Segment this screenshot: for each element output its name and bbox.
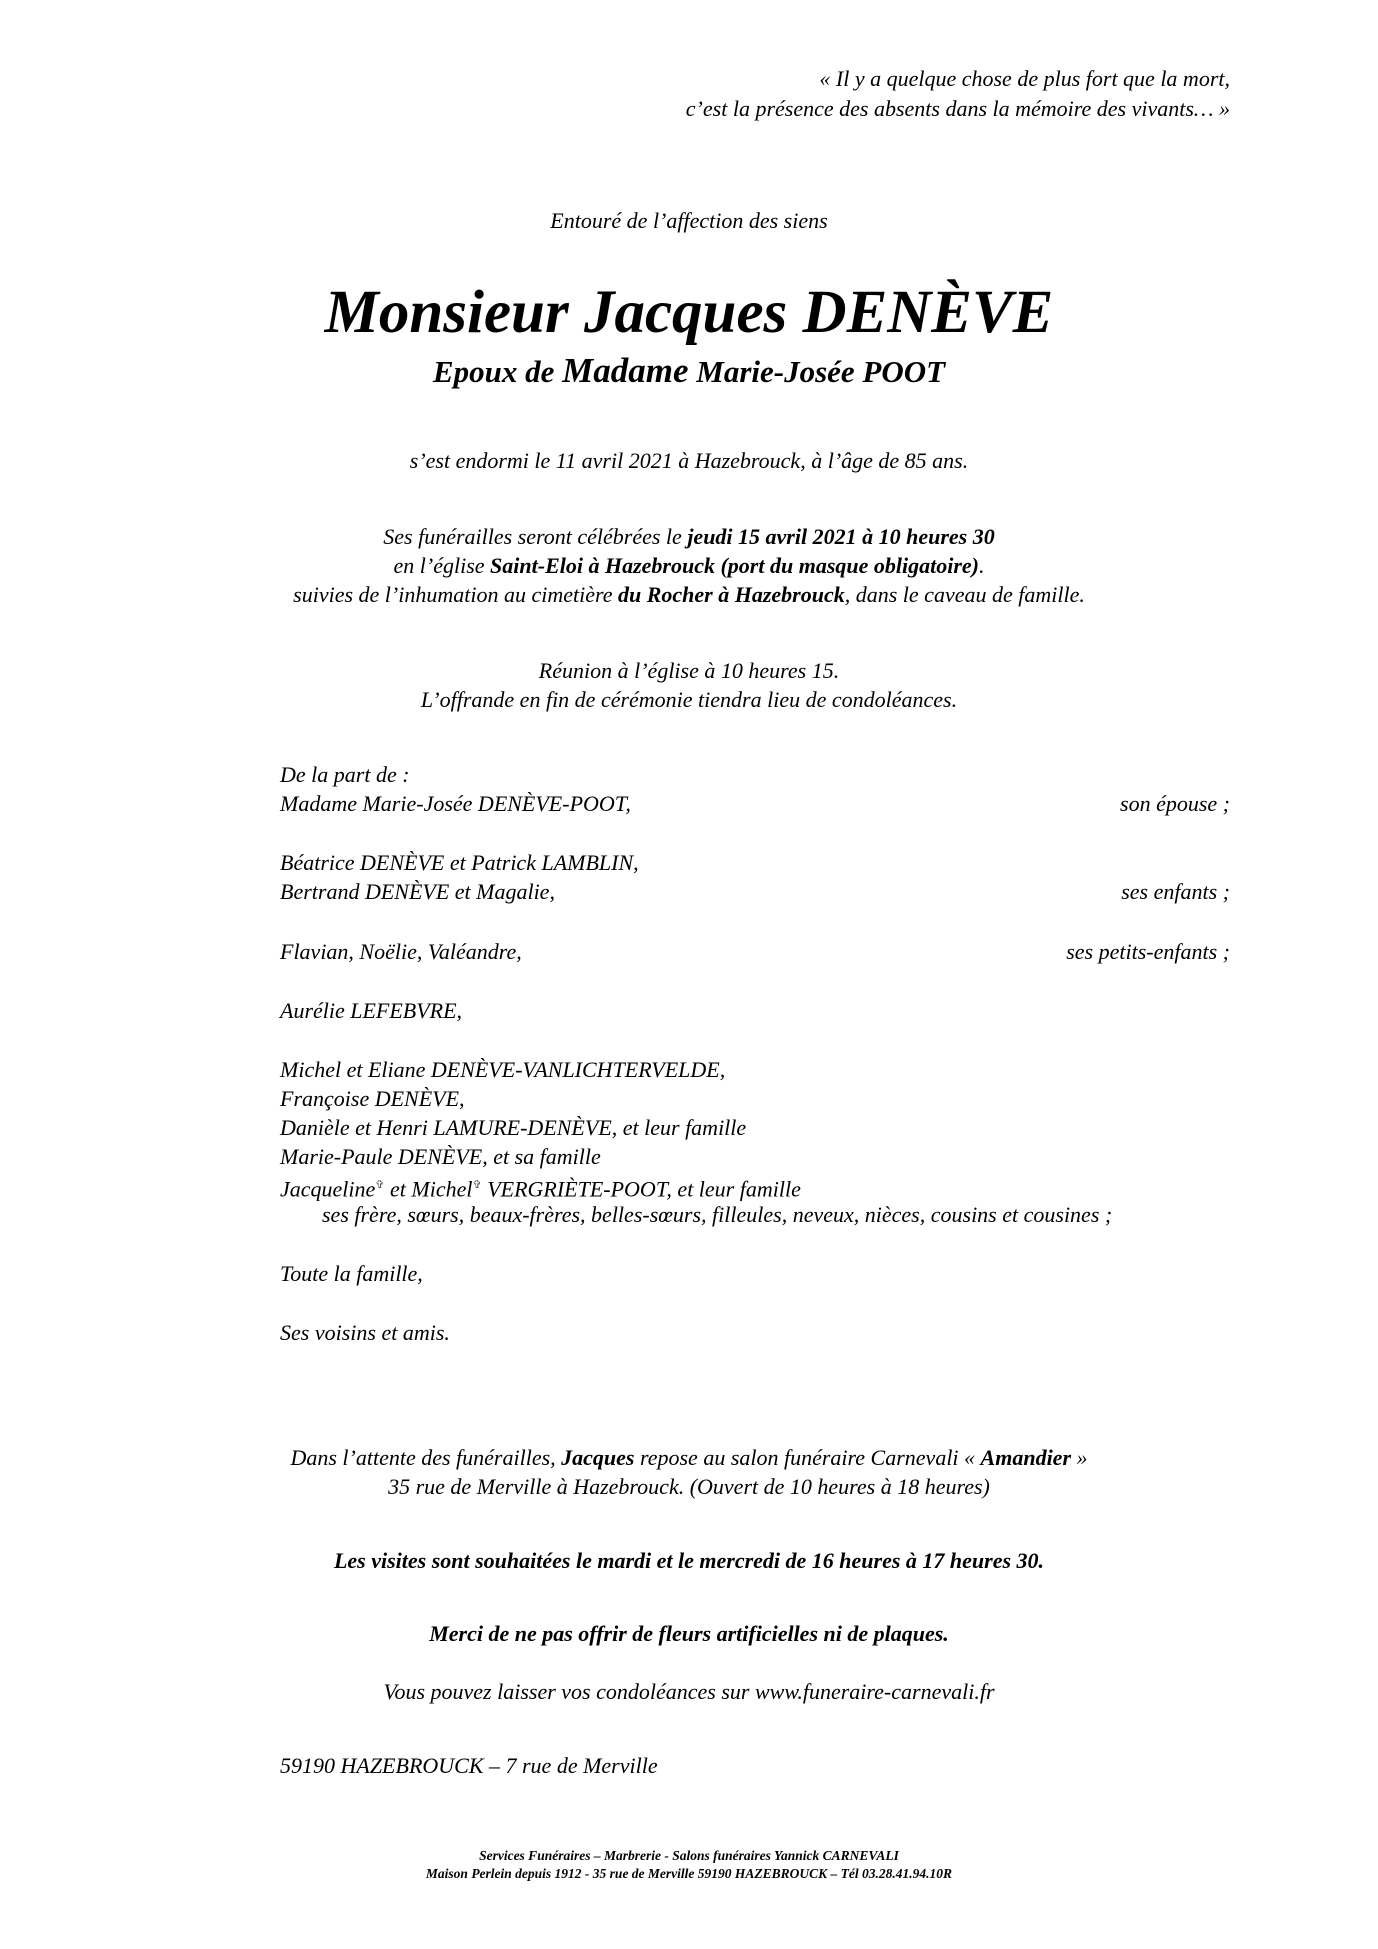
rest-salon: Amandier [980, 1445, 1072, 1470]
family-sibling-3: Danièle et Henri LAMURE-DENÈVE, et leur famille [280, 1115, 747, 1140]
family-all: Toute la famille, [280, 1261, 423, 1286]
cross-icon: ✞ [375, 1179, 385, 1191]
funeral-line-1 [0, 522, 1378, 551]
family-sibling-5-c: VERGRIÈTE-POOT, et leur famille [481, 1176, 801, 1202]
rest-line-2: 35 rue de Merville à Hazebrouck. (Ouvert de 10 heures à 18 heures) [388, 1474, 990, 1499]
rest-line-1 [0, 1443, 1378, 1472]
cross-icon: ✞ [472, 1179, 482, 1191]
rest-line-1-a: Dans l’attente des funérailles, [290, 1445, 562, 1470]
spouse-title: Madame [562, 351, 689, 390]
spouse-line [0, 352, 1378, 391]
funeral-line-2-text: en l’église [393, 553, 491, 578]
family-header: De la part de : [280, 762, 410, 787]
funeral-line-1-text: Ses funérailles seront célébrées le [383, 524, 688, 549]
rest-name: Jacques [561, 1445, 635, 1470]
family-sibling-1: Michel et Eliane DENÈVE-VANLICHTERVELDE, [280, 1057, 726, 1082]
funeral-church: Saint-Eloi à Hazebrouck (port du masque obligatoire) [490, 553, 979, 578]
reunion-line-1: Réunion à l’église à 10 heures 15. [538, 658, 840, 683]
footer-line-1: Services Funéraires – Marbrerie - Salons funéraires Yannick CARNEVALI [479, 1848, 899, 1863]
funeral-datetime: jeudi 15 avril 2021 à 10 heures 30 [687, 524, 995, 549]
family-spouse-relation: son épouse ; [1120, 791, 1230, 816]
spouse-prefix: Epoux de [432, 354, 555, 389]
family-spouse-row [280, 789, 1230, 818]
address-text: 59190 HAZEBROUCK – 7 rue de Merville [280, 1753, 658, 1778]
family-sibling-5-b: et Michel [384, 1176, 473, 1202]
family-children-row [280, 877, 1230, 906]
reunion-line-2: L’offrande en fin de cérémonie tiendra lieu de condoléances. [420, 687, 958, 712]
flowers-text: Merci de ne pas offrir de fleurs artificielles ni de plaques. [429, 1621, 949, 1646]
family-siblings-relation: ses frère, sœurs, beaux-frères, belles-sœurs, filleules, neveux, nièces, cousins et cousines ; [322, 1202, 1113, 1227]
family-sibling-5 [280, 1171, 1230, 1203]
family-children-relation: ses enfants ; [1121, 879, 1230, 904]
family-other: Aurélie LEFEBVRE, [280, 998, 463, 1023]
family-child-1: Béatrice DENÈVE et Patrick LAMBLIN, [280, 850, 639, 875]
funeral-line-3-end: , dans le caveau de famille. [844, 582, 1085, 607]
family-sibling-2: Françoise DENÈVE, [280, 1086, 465, 1111]
rest-line-1-c: repose au salon funéraire Carnevali « [634, 1445, 981, 1470]
funeral-line-2-end: . [978, 553, 985, 578]
epigraph-line-1: « Il y a quelque chose de plus fort que la mort, [819, 66, 1230, 91]
family-sibling-5-a: Jacqueline [280, 1176, 376, 1202]
family-grandchildren-relation: ses petits-enfants ; [1066, 939, 1230, 964]
death-notice: s’est endormi le 11 avril 2021 à Hazebrouck, à l’âge de 85 ans. [409, 448, 969, 473]
intro-text: Entouré de l’affection des siens [550, 208, 828, 233]
family-sibling-4: Marie-Paule DENÈVE, et sa famille [280, 1144, 601, 1169]
funeral-cemetery: du Rocher à Hazebrouck [617, 582, 845, 607]
family-grandchildren-row [280, 937, 1230, 966]
family-grandchildren-names: Flavian, Noëlie, Valéandre, [280, 939, 522, 964]
condolences-text: Vous pouvez laisser vos condoléances sur www.funeraire-carnevali.fr [383, 1679, 995, 1704]
family-child-2: Bertrand DENÈVE et Magalie, [280, 879, 555, 904]
family-neighbors: Ses voisins et amis. [280, 1320, 450, 1345]
funeral-line-2 [0, 551, 1378, 580]
visits-text: Les visites sont souhaitées le mardi et le mercredi de 16 heures à 17 heures 30. [333, 1548, 1045, 1573]
deceased-name: Monsieur Jacques DENÈVE [324, 279, 1054, 346]
funeral-line-3 [0, 580, 1378, 609]
family-spouse-name: Madame Marie-Josée DENÈVE-POOT, [280, 791, 631, 816]
funeral-line-3-text: suivies de l’inhumation au cimetière [293, 582, 618, 607]
spouse-name: Marie-Josée POOT [696, 354, 946, 389]
footer-line-2: Maison Perlein depuis 1912 - 35 rue de Merville 59190 HAZEBROUCK – Tél 03.28.41.94.10R [425, 1866, 953, 1881]
rest-line-1-e: » [1071, 1445, 1088, 1470]
epigraph-line-2: c’est la présence des absents dans la mémoire des vivants… » [685, 96, 1230, 121]
